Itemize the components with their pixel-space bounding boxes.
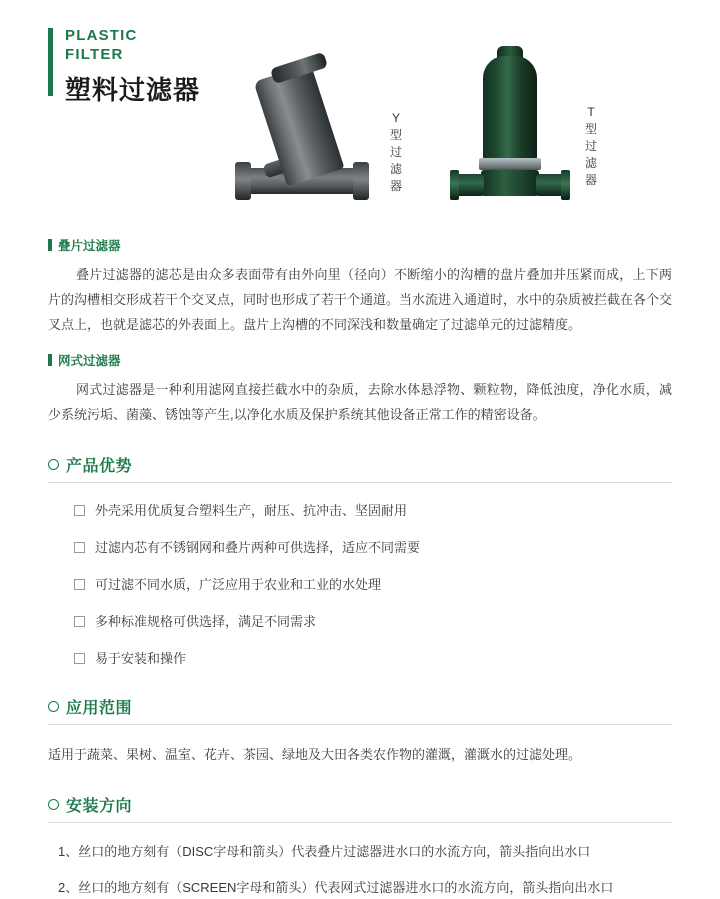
t-base xyxy=(481,170,539,196)
heading-accent-bar xyxy=(48,239,52,251)
circle-marker-icon xyxy=(48,459,59,470)
t-type-filter-figure xyxy=(450,42,598,212)
t-type-filter-label: T型过滤器 xyxy=(584,105,597,187)
list-item-label: 可过滤不同水质，广泛应用于农业和工业的水处理 xyxy=(95,577,382,592)
list-item xyxy=(74,501,672,521)
disc-filter-heading xyxy=(48,236,672,254)
y-flange-left xyxy=(235,162,251,200)
list-item-label: 多种标准规格可供选择，满足不同需求 xyxy=(95,614,317,629)
installation-heading-text: 安装方向 xyxy=(66,798,133,815)
checkbox-icon xyxy=(74,505,85,516)
list-item xyxy=(74,612,672,632)
checkbox-icon xyxy=(74,579,85,590)
heading-accent-bar xyxy=(48,354,52,366)
advantages-heading xyxy=(48,453,672,483)
advantages-list xyxy=(48,501,672,669)
checkbox-icon xyxy=(74,616,85,627)
y-type-filter-figure xyxy=(235,58,403,218)
title-chinese: 塑料过滤器 xyxy=(65,75,201,105)
y-flange-right xyxy=(353,162,369,200)
list-item xyxy=(74,575,672,595)
application-heading-text: 应用范围 xyxy=(66,700,133,717)
screen-filter-paragraph: 网式过滤器是一种利用滤网直接拦截水中的杂质，去除水体悬浮物、颗粒物，降低浊度，净化水质，减少系统污垢、菌藻、锈蚀等产生,以净化水质及保护系统其他设备正常工作的精密设备。 xyxy=(48,382,672,422)
t-type-filter-icon xyxy=(450,42,570,212)
installation-list xyxy=(48,841,672,899)
checkbox-icon xyxy=(74,542,85,553)
t-clamp-band xyxy=(479,158,541,170)
list-item-label: 易于安装和操作 xyxy=(95,651,187,666)
disc-filter-heading-text: 叠片过滤器 xyxy=(58,239,121,253)
t-flange-right xyxy=(561,170,570,200)
y-type-filter-label: Y型过滤器 xyxy=(389,111,402,193)
installation-heading xyxy=(48,793,672,823)
title-texts xyxy=(65,26,200,107)
y-type-filter-icon xyxy=(235,58,375,218)
circle-marker-icon xyxy=(48,701,59,712)
page-content xyxy=(0,236,720,899)
page-title xyxy=(48,26,200,107)
screen-filter-heading xyxy=(48,351,672,369)
title-accent-bar xyxy=(48,28,53,96)
advantages-heading-text: 产品优势 xyxy=(66,458,133,475)
title-english-line1: PLASTIC xyxy=(65,27,138,44)
application-paragraph: 适用于蔬菜、果树、温室、花卉、茶园、绿地及大田各类农作物的灌溉，灌溉水的过滤处理。 xyxy=(48,747,582,762)
list-item: 2、丝口的地方刻有（SCREEN字母和箭头）代表网式过滤器进水口的水流方向，箭头指向出水口 xyxy=(58,880,614,895)
list-item xyxy=(74,649,672,669)
t-flange-left xyxy=(450,170,459,200)
t-housing xyxy=(483,56,537,160)
checkbox-icon xyxy=(74,653,85,664)
page-header xyxy=(0,0,720,222)
disc-filter-paragraph: 叠片过滤器的滤芯是由众多表面带有由外向里（径向）不断缩小的沟槽的盘片叠加并压紧而成，上下两片的沟槽相交形成若干个交叉点，同时也形成了若干个通道。当水流进入通道时，水中的杂质被拦截在各个交叉点上，也就是滤芯的外表面上。盘片上沟槽的不同深浅和数量确定了过滤单元的过滤精度。 xyxy=(48,267,673,332)
title-english-line2: FILTER xyxy=(65,46,124,63)
application-heading xyxy=(48,695,672,725)
list-item xyxy=(74,538,672,558)
list-item: 1、丝口的地方刻有（DISC字母和箭头）代表叠片过滤器进水口的水流方向，箭头指向出水口 xyxy=(58,844,591,859)
screen-filter-heading-text: 网式过滤器 xyxy=(58,354,121,368)
circle-marker-icon xyxy=(48,799,59,810)
list-item-label: 过滤内芯有不锈钢网和叠片两种可供选择，适应不同需要 xyxy=(95,540,421,555)
product-images xyxy=(235,28,695,203)
list-item-label: 外壳采用优质复合塑料生产，耐压、抗冲击、坚固耐用 xyxy=(95,503,408,518)
